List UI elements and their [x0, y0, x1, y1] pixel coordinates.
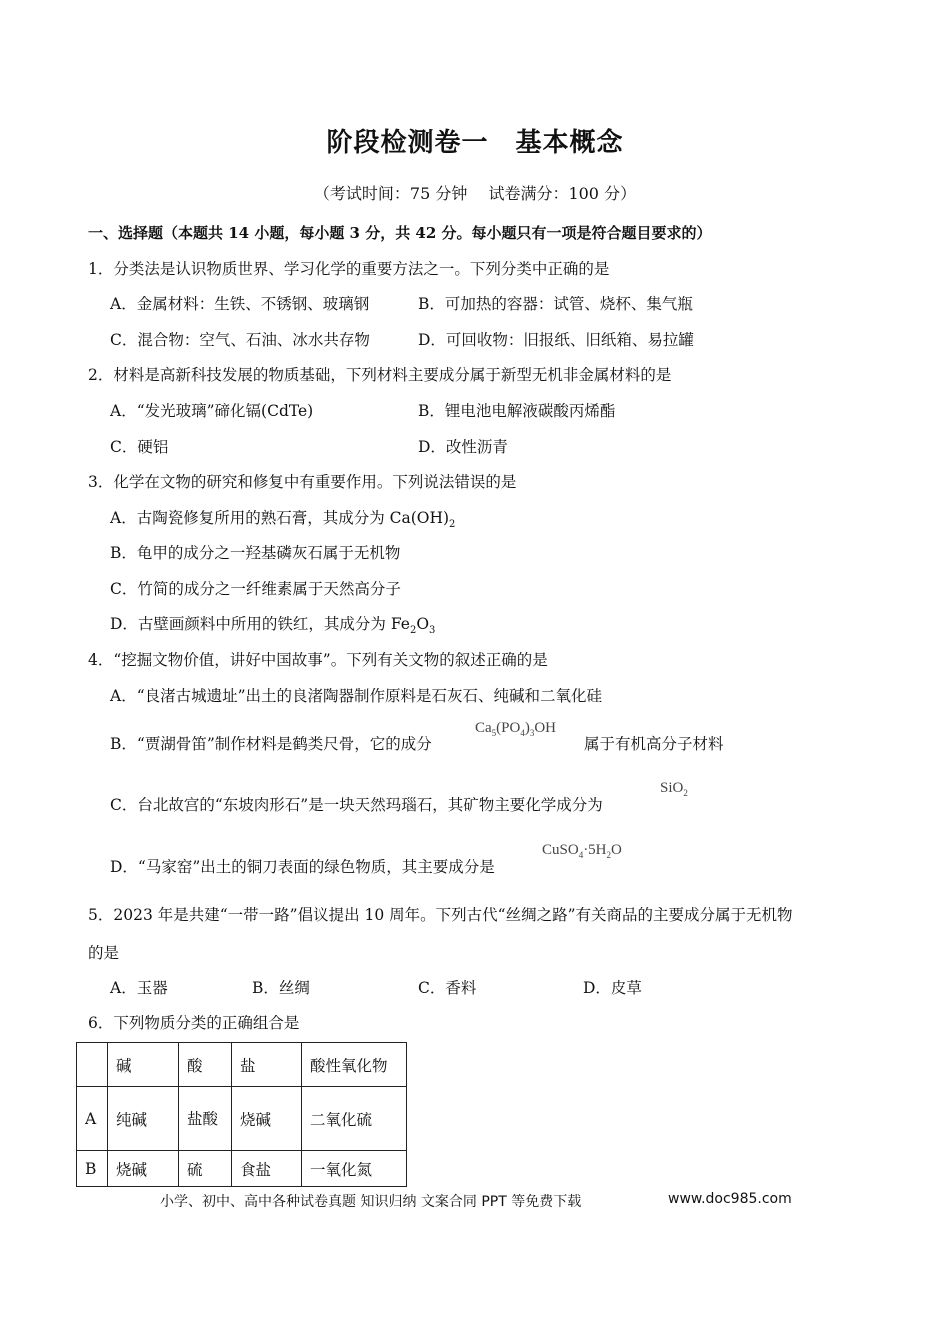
footer-url-link[interactable]: www.doc985.com — [668, 1191, 792, 1207]
question-3-option-a — [110, 506, 455, 530]
option-text: D．古壁画颜料中所用的铁红，其成分为 Fe — [110, 615, 410, 633]
question-5-option-a: A．玉器 — [110, 979, 168, 997]
table-row — [77, 1087, 407, 1151]
question-3-option-c: C．竹简的成分之一纤维素属于天然高分子 — [110, 580, 401, 598]
footer-text: 小学、初中、高中各种试卷真题 知识归纳 文案合同 PPT 等免费下载 — [160, 1194, 582, 1210]
question-6-stem: 6．下列物质分类的正确组合是 — [88, 1014, 300, 1032]
question-1-option-c: C．混合物：空气、石油、冰水共存物 — [110, 331, 370, 349]
question-3-option-b: B．龟甲的成分之一羟基磷灰石属于无机物 — [110, 544, 401, 562]
table-cell: 盐酸 — [179, 1087, 232, 1151]
table-header-row — [77, 1043, 407, 1087]
table-cell: A — [77, 1087, 108, 1151]
question-3-stem: 3．化学在文物的研究和修复中有重要作用。下列说法错误的是 — [88, 473, 517, 491]
question-5-option-b: B．丝绸 — [252, 979, 310, 997]
question-3-option-d — [110, 612, 435, 636]
table-row — [77, 1151, 407, 1187]
question-4-option-b-tail: 属于有机高分子材料 — [584, 735, 724, 753]
formula-silica: SiO$_2$ — [660, 780, 688, 798]
table-header-cell: 碱 — [108, 1043, 179, 1087]
question-1-option-d: D．可回收物：旧报纸、旧纸箱、易拉罐 — [418, 331, 694, 349]
subscript: 2 — [409, 625, 417, 637]
option-text: O — [416, 615, 430, 633]
option-text: A．古陶瓷修复所用的熟石膏，其成分为 Ca(OH) — [110, 509, 450, 527]
table-cell: 烧碱 — [108, 1151, 179, 1187]
question-4-option-b: B．“贾湖骨笛”制作材料是鹤类尺骨，它的成分 — [110, 735, 432, 753]
table-header-cell — [77, 1043, 108, 1087]
question-1-stem: 1．分类法是认识物质世界、学习化学的重要方法之一。下列分类中正确的是 — [88, 260, 610, 278]
table-header-cell: 酸 — [179, 1043, 232, 1087]
question-4-option-d: D．“马家窑”出土的铜刀表面的绿色物质，其主要成分是 — [110, 858, 495, 876]
formula-copper-sulfate: $CuSO_4\cdot 5H_2O$ — [542, 842, 622, 860]
table-cell: B — [77, 1151, 108, 1187]
question-5-stem-cont: 的是 — [88, 944, 120, 962]
table-header-cell: 酸性氧化物 — [302, 1043, 407, 1087]
question-5-option-d: D．皮草 — [583, 979, 642, 997]
formula-hydroxyapatite: $Ca_5(PO_4)_3OH$ — [475, 720, 557, 738]
section-heading: 一、选择题（本题共 14 小题，每小题 3 分，共 42 分。每小题只有一项是符合题目要求的） — [88, 224, 712, 242]
question-2-option-a: A．“发光玻璃”碲化镉(CdTe) — [110, 402, 314, 420]
table-cell: 二氧化硫 — [302, 1087, 407, 1151]
table-header-cell: 盐 — [232, 1043, 302, 1087]
question-4-option-a: A．“良渚古城遗址”出土的良渚陶器制作原料是石灰石、纯碱和二氧化硅 — [110, 687, 603, 705]
question-5-option-c: C．香料 — [418, 979, 477, 997]
question-5-stem: 5．2023 年是共建“一带一路”倡议提出 10 周年。下列古代“丝绸之路”有关商品的主要成分属于无机物 — [88, 906, 793, 924]
table-cell: 一氧化氮 — [302, 1151, 407, 1187]
page-title: 阶段检测卷一 基本概念 — [326, 128, 624, 158]
question-1-option-b: B．可加热的容器：试管、烧杯、集气瓶 — [418, 295, 693, 313]
question-2-option-c: C．硬铝 — [110, 438, 169, 456]
question-2-option-d: D．改性沥青 — [418, 438, 508, 456]
subscript: 2 — [449, 519, 456, 531]
table-cell: 食盐 — [232, 1151, 302, 1187]
question-2-stem: 2．材料是高新科技发展的物质基础，下列材料主要成分属于新型无机非金属材料的是 — [88, 366, 672, 384]
question-1-option-a: A．金属材料：生铁、不锈钢、玻璃钢 — [110, 295, 370, 313]
table-cell: 烧碱 — [232, 1087, 302, 1151]
table-cell: 硫 — [179, 1151, 232, 1187]
subscript: 3 — [429, 625, 436, 637]
table-cell: 纯碱 — [108, 1087, 179, 1151]
question-2-option-b: B．锂电池电解液碳酸丙烯酯 — [418, 402, 616, 420]
classification-table — [76, 1042, 407, 1187]
question-4-stem: 4．“挖掘文物价值，讲好中国故事”。下列有关文物的叙述正确的是 — [88, 651, 548, 669]
question-4-option-c: C．台北故宫的“东坡肉形石”是一块天然玛瑙石，其矿物主要化学成分为 — [110, 796, 603, 814]
exam-info: （考试时间：75 分钟 试卷满分：100 分） — [313, 184, 637, 203]
